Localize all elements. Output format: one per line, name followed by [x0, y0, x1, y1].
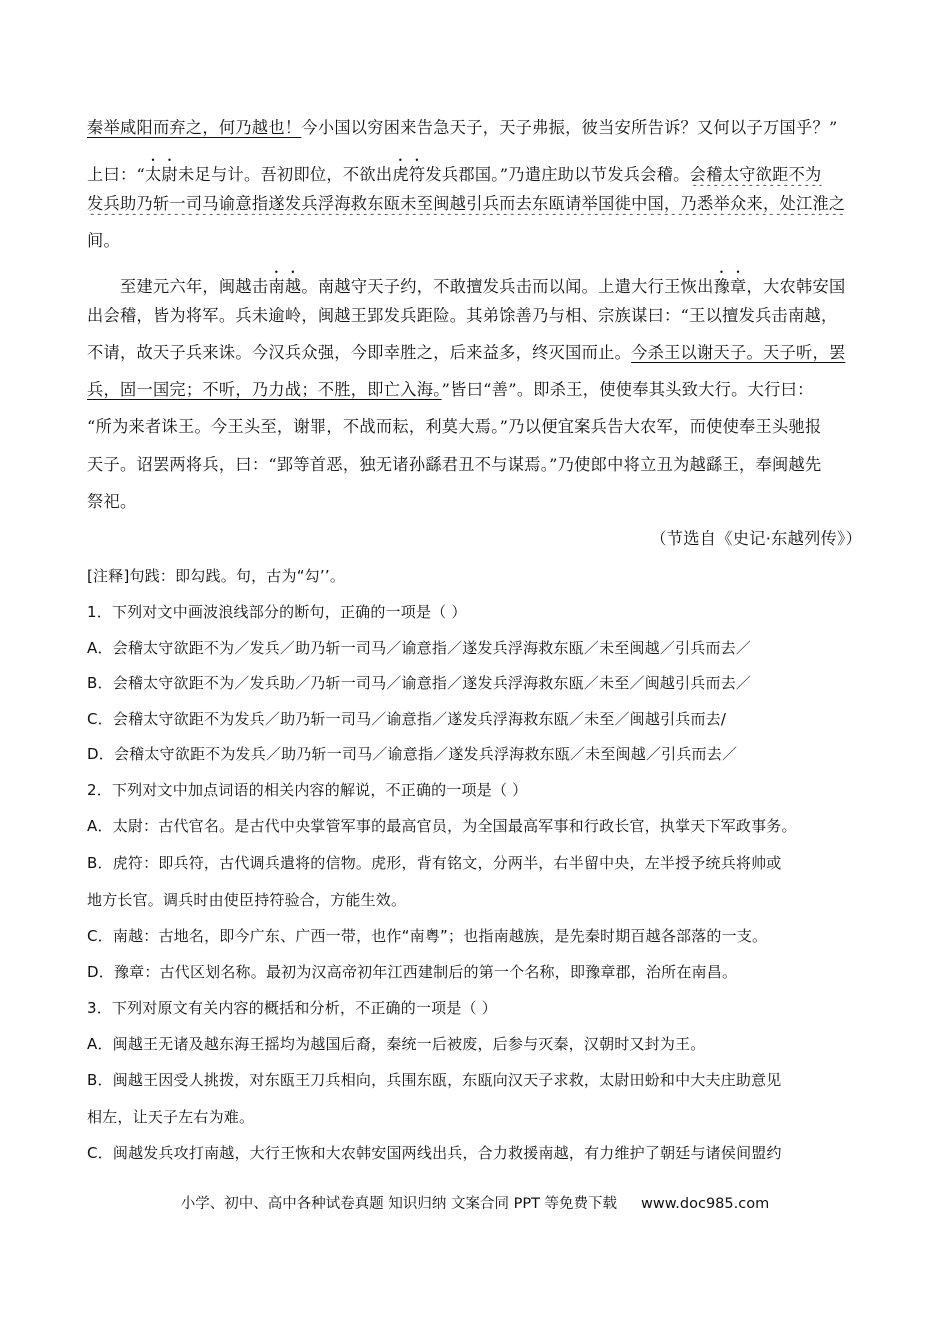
question-option: C．南越：古地名，即今广东、广西一带，也作“南粤”；也指南越族，是先秦时期百越各部落的一支。	[87, 927, 768, 945]
passage-line	[87, 117, 862, 139]
passage-line	[87, 193, 862, 215]
passage-line	[87, 156, 862, 186]
passage-line	[120, 268, 862, 298]
passage-text: 上曰：“	[87, 165, 146, 184]
passage-text: 发兵郡国。”乃遣庄助以节发兵会稽。	[425, 165, 690, 184]
passage-line	[87, 379, 862, 401]
question-option: D．豫章：古代区划名称。最初为汉高帝初年江西建制后的第一个名称，即豫章郡，治所在南昌。	[87, 963, 738, 981]
passage-line: 间。	[87, 231, 120, 250]
passage-text: 未足与计。吾初即位，不欲出	[178, 165, 393, 184]
question-option: B．会稽太守欲距不为／发兵助／乃斩一司马／谕意指／遂发兵浮海救东瓯／未至／闽越引兵而去／	[87, 674, 752, 692]
passage-text: 。南越守天子约，不敢擅发兵击而以闻。上遣大行王恢出	[301, 277, 714, 296]
dotted-term-nanyue: 南越	[268, 277, 302, 296]
passage-line: 天子。诏罢两将兵，曰：“郢等首恶，独无诸孙繇君丑不与谋焉。”乃使郎中将立丑为越繇王，奉闽越先	[87, 455, 822, 474]
question-option: 地方长官。调兵时由使臣持符验合，方能生效。	[87, 891, 407, 909]
passage-text: 不请，故天子兵来诛。今汉兵众强，今即幸胜之，后来益多，终灭国而止。	[87, 343, 632, 362]
annotation-note: [注释]句践：即勾践。句，古为“勾’’。	[87, 567, 346, 585]
question-option: 相左，让天子左右为难。	[87, 1108, 255, 1126]
question-option: A．会稽太守欲距不为／发兵／助乃斩一司马／谕意指／遂发兵浮海救东瓯／未至闽越／引兵而去／	[87, 639, 752, 657]
dotted-term-taiwei: 太尉	[145, 165, 179, 184]
question-option: C．会稽太守欲距不为发兵／助乃斩一司马／谕意指／遂发兵浮海救东瓯／未至／闽越引兵而去/	[87, 710, 727, 728]
passage-line: “所为来者诛王。今王头至，谢罪，不战而耘，利莫大焉。”乃以便宜案兵告大农军，而使使奉王头驰报	[87, 417, 822, 436]
dotted-term-yuzhang: 豫章	[713, 277, 747, 296]
passage-text: 至建元六年，闽越击	[120, 277, 269, 296]
wavy-underlined-text: 发兵助乃斩一司马谕意指遂发兵浮海救东瓯未至闽越引兵而去东瓯请举国徙中国，乃悉举众来，处江淮之	[87, 194, 846, 213]
question-stem: 2．下列对文中加点词语的相关内容的解说，不正确的一项是（ ）	[87, 781, 528, 799]
underlined-text: 今杀王以谢天子。天子听，罢	[631, 343, 846, 362]
passage-source: （节选自《史记·东越列传》）	[650, 529, 862, 548]
passage-text: 今小国以穷困来告急天子，天子弗振，彼当安所告诉？又何以子万国乎？”	[301, 118, 838, 137]
passage-text: ”皆曰“善”。即杀王，使使奉其头致大行。大行曰：	[441, 380, 814, 399]
footer-site-link[interactable]: www.doc985.com	[641, 1196, 770, 1212]
underlined-text: 兵，固一国完；不听，乃力战；不胜，即亡入海。	[87, 380, 442, 399]
question-option: A．闽越王无诸及越东海王摇均为越国后裔，秦统一后被废，后参与灭秦，汉朝时又封为王。	[87, 1035, 706, 1053]
question-stem: 1．下列对文中画波浪线部分的断句，正确的一项是（ ）	[87, 603, 467, 621]
underlined-text: 秦举咸阳而弃之，何乃越也！	[87, 118, 302, 137]
passage-line: 出会稽，皆为将军。兵未逾岭，闽越王郢发兵距险。其弟馀善乃与相、宗族谋曰：“王以擅发兵击南越，	[87, 306, 838, 325]
question-stem: 3．下列对原文有关内容的概括和分析，不正确的一项是（ ）	[87, 999, 497, 1017]
passage-line	[87, 342, 862, 364]
dotted-term-hufu: 虎符	[392, 165, 426, 184]
wavy-underlined-text: 会稽太守欲距不为	[689, 165, 822, 184]
question-option: B．闽越王因受人挑拨，对东瓯王刀兵相向，兵围东瓯，东瓯向汉天子求救，太尉田蚡和中大夫庄助意见	[87, 1071, 782, 1089]
question-option: C．闽越发兵攻打南越，大行王恢和大农韩安国两线出兵，合力救援南越，有力维护了朝廷与诸侯间盟约	[87, 1144, 782, 1162]
passage-text: ，大农韩安国	[746, 277, 846, 296]
question-option: B．虎符：即兵符，古代调兵遣将的信物。虎形，背有铭文，分两半，右半留中央，左半授予统兵将帅或	[87, 854, 782, 872]
question-option: D．会稽太守欲距不为发兵／助乃斩一司马／谕意指／遂发兵浮海救东瓯／未至闽越／引兵而去／	[87, 745, 738, 763]
page-footer	[0, 1192, 950, 1213]
question-option: A．太尉：古代官名。是古代中央掌管军事的最高官员，为全国最高军事和行政长官，执掌天下军政事务。	[87, 817, 797, 835]
passage-line: 祭祀。	[87, 492, 137, 511]
footer-text: 小学、初中、高中各种试卷真题 知识归纳 文案合同 PPT 等免费下载	[180, 1196, 618, 1212]
